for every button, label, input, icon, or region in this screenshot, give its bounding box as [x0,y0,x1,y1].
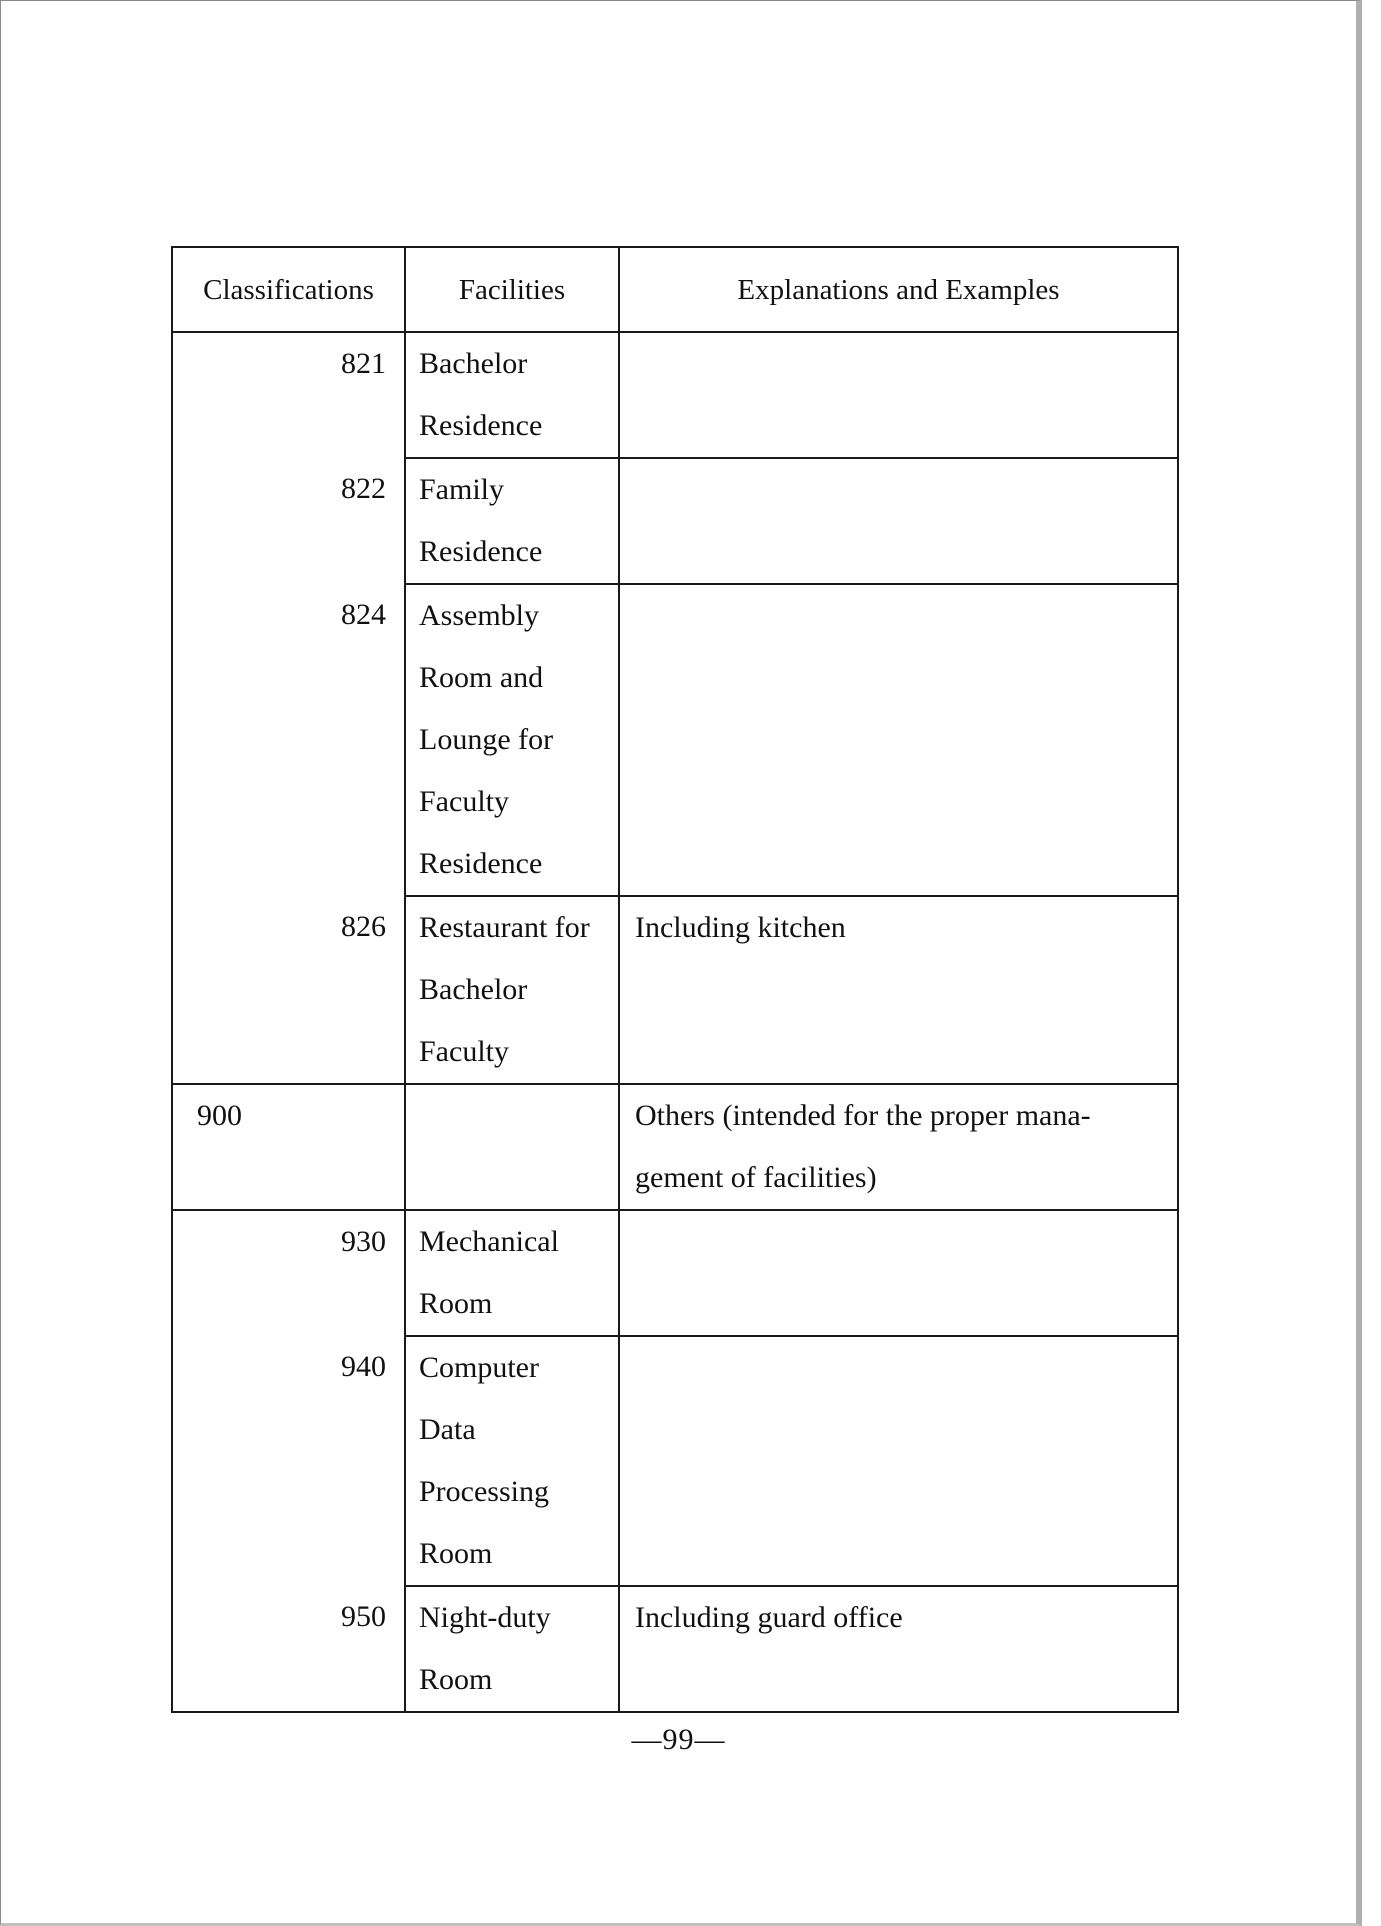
facility-cell [405,896,619,1084]
classification-cell: 950 [172,1586,405,1712]
facility-cell [405,332,619,458]
explanation-cell [619,1084,1178,1210]
facility-cell [405,1210,619,1336]
facility-line: Family [419,473,505,506]
facility-line: Faculty [419,785,509,818]
table-row [172,332,1178,458]
facility-line: Room and [419,661,544,694]
facilities-classification-table [171,246,1179,1713]
facility-line: Room [419,1537,493,1570]
explanation-cell [619,584,1178,896]
classification-cell: 940 [172,1336,405,1586]
classification-cell: 822 [172,458,405,584]
facility-line: Faculty [419,1035,509,1068]
facility-line: Mechanical [419,1225,559,1258]
facility-line: Room [419,1663,493,1696]
table-row [172,1210,1178,1336]
facility-line: Bachelor [419,347,528,380]
classification-cell: 824 [172,584,405,896]
page-number: —99— [631,1723,726,1756]
table-row [172,584,1178,896]
facility-cell [405,458,619,584]
table-row [172,896,1178,1084]
explanation-cell [619,458,1178,584]
explanation-line: Including kitchen [635,911,846,944]
facility-line: Residence [419,847,543,880]
facility-cell [405,1586,619,1712]
explanation-cell [619,896,1178,1084]
classification-cell: 821 [172,332,405,458]
header-classifications: Classifications [172,247,405,332]
table-row [172,1084,1178,1210]
facility-line: Residence [419,535,543,568]
explanation-line: Including guard office [635,1601,903,1634]
facility-line: Assembly [419,599,539,632]
explanation-line: gement of facilities) [635,1161,877,1194]
facility-line: Computer [419,1351,539,1384]
explanation-cell [619,1586,1178,1712]
facility-line: Residence [419,409,543,442]
facility-line: Night-duty [419,1601,551,1634]
header-facilities: Facilities [405,247,619,332]
facility-line: Processing [419,1475,549,1508]
table-row [172,1586,1178,1712]
classification-cell: 826 [172,896,405,1084]
facility-line: Room [419,1287,493,1320]
facility-line: Bachelor [419,973,528,1006]
facility-cell [405,584,619,896]
facility-cell [405,1084,619,1210]
facility-cell [405,1336,619,1586]
facility-line: Restaurant for [419,911,590,944]
facility-line: Lounge for [419,723,554,756]
classification-cell: 930 [172,1210,405,1336]
explanation-cell [619,332,1178,458]
header-explanations: Explanations and Examples [619,247,1178,332]
explanation-cell [619,1210,1178,1336]
facility-line: Data [419,1413,476,1446]
table-row [172,458,1178,584]
classification-cell: 900 [172,1084,405,1210]
table-row [172,1336,1178,1586]
explanation-line: Others (intended for the proper mana- [635,1099,1091,1132]
table-header-row [172,247,1178,332]
explanation-cell [619,1336,1178,1586]
